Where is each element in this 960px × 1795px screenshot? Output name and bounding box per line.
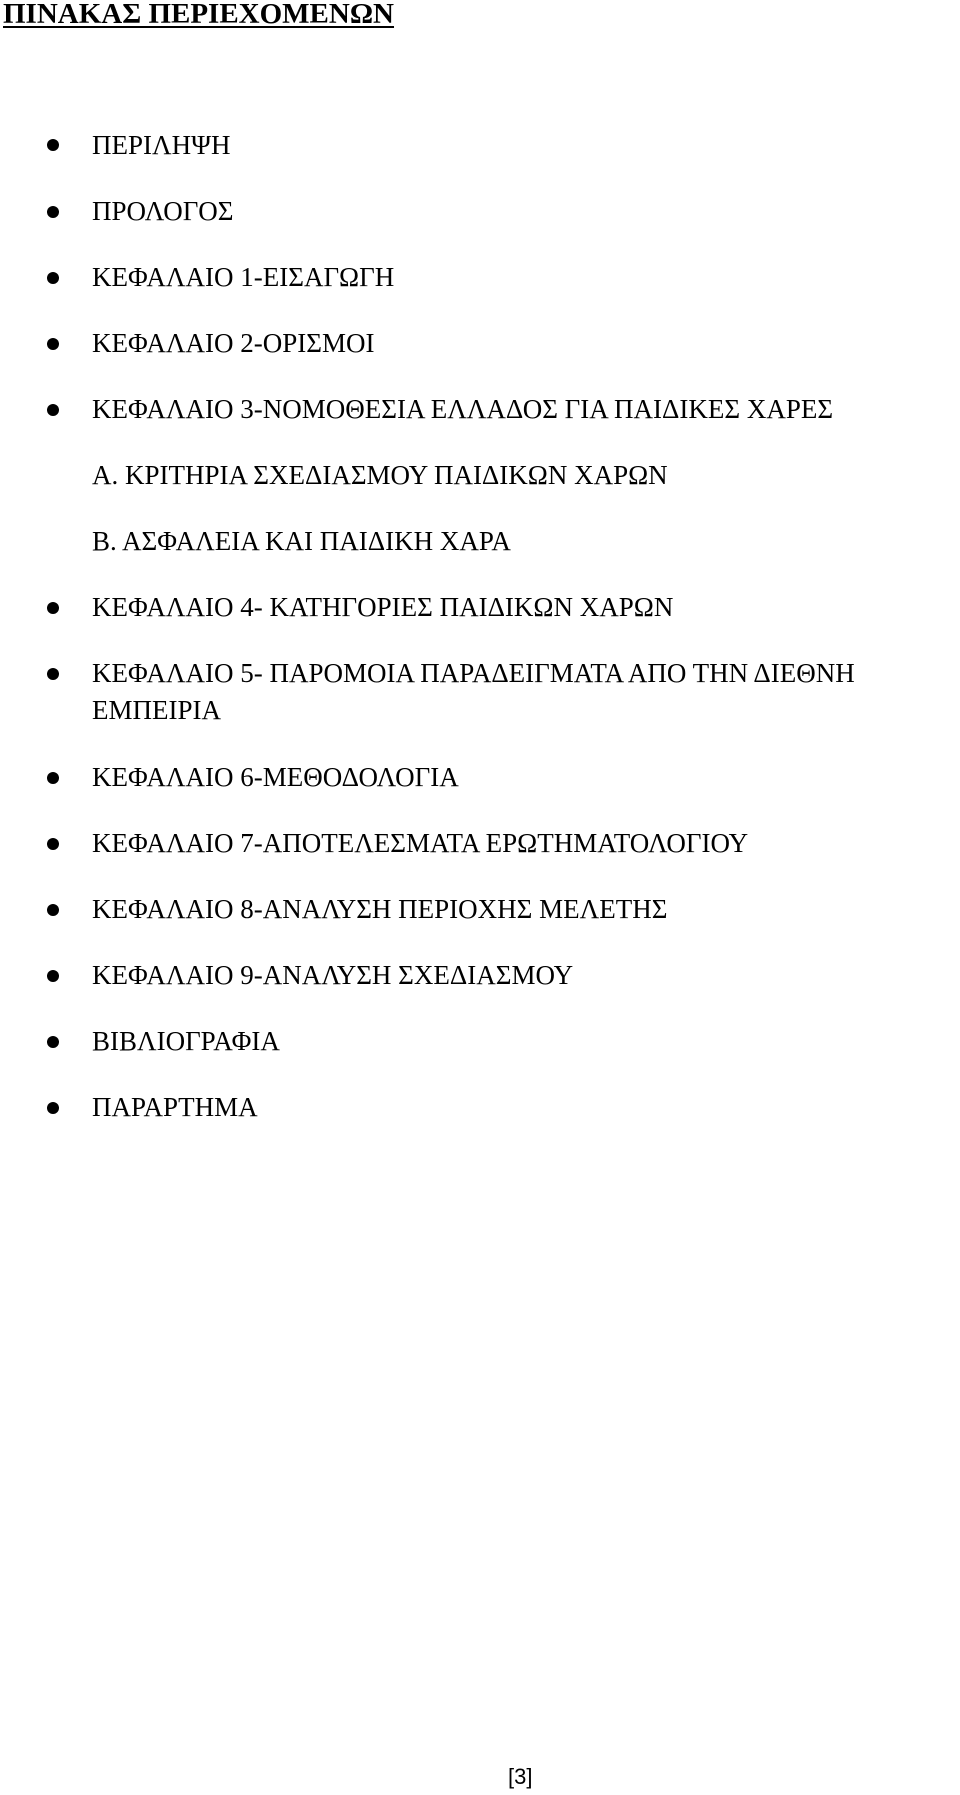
toc-entry-chapter-7: ΚΕΦΑΛΑΙΟ 7-ΑΠΟΤΕΛΕΣΜΑΤΑ ΕΡΩΤΗΜΑΤΟΛΟΓΙΟΥ bbox=[92, 828, 749, 858]
toc-subentry-b: Β. ΑΣΦΑΛΕΙΑ ΚΑΙ ΠΑΙΔΙΚΗ ΧΑΡΑ bbox=[92, 526, 511, 556]
bullet-icon bbox=[47, 772, 59, 784]
toc-entry-chapter-2: ΚΕΦΑΛΑΙΟ 2-ΟΡΙΣΜΟΙ bbox=[92, 328, 375, 358]
toc-entry-chapter-6: ΚΕΦΑΛΑΙΟ 6-ΜΕΘΟΔΟΛΟΓΙΑ bbox=[92, 762, 459, 792]
toc-entry-appendix: ΠΑΡΑΡΤΗΜΑ bbox=[92, 1092, 258, 1122]
page-number: [3] bbox=[508, 1764, 533, 1789]
bullet-icon bbox=[47, 602, 59, 614]
toc-entry-chapter-1: ΚΕΦΑΛΑΙΟ 1-ΕΙΣΑΓΩΓΗ bbox=[92, 262, 395, 292]
page-title: ΠΙΝΑΚΑΣ ΠΕΡΙΕΧΟΜΕΝΩΝ bbox=[3, 0, 395, 30]
toc-entry-chapter-4: ΚΕΦΑΛΑΙΟ 4- ΚΑΤΗΓΟΡΙΕΣ ΠΑΙΔΙΚΩΝ ΧΑΡΩΝ bbox=[92, 592, 674, 622]
toc-entry-chapter-3: ΚΕΦΑΛΑΙΟ 3-ΝΟΜΟΘΕΣΙΑ ΕΛΛΑΔΟΣ ΓΙΑ ΠΑΙΔΙΚΕΣ ΧΑΡΕΣ bbox=[92, 394, 834, 424]
bullet-icon bbox=[47, 1036, 59, 1048]
bullet-icon bbox=[47, 838, 59, 850]
bullet-icon bbox=[47, 272, 59, 284]
bullet-icon bbox=[47, 404, 59, 416]
bullet-icon bbox=[47, 970, 59, 982]
toc-entry-chapter-5-continued: ΕΜΠΕΙΡΙΑ bbox=[92, 695, 221, 725]
toc-entry-chapter-8: ΚΕΦΑΛΑΙΟ 8-ΑΝΑΛΥΣΗ ΠΕΡΙΟΧΗΣ ΜΕΛΕΤΗΣ bbox=[92, 894, 668, 924]
toc-entry-chapter-5: ΚΕΦΑΛΑΙΟ 5- ΠΑΡΟΜΟΙΑ ΠΑΡΑΔΕΙΓΜΑΤΑ ΑΠΟ ΤΗΝ ΔΙΕΘΝΗ bbox=[92, 658, 855, 688]
bullet-icon bbox=[47, 338, 59, 350]
toc-subentry-a: Α. ΚΡΙΤΗΡΙΑ ΣΧΕΔΙΑΣΜΟΥ ΠΑΙΔΙΚΩΝ ΧΑΡΩΝ bbox=[92, 460, 668, 490]
bullet-icon bbox=[47, 1102, 59, 1114]
toc-entry-summary: ΠΕΡΙΛΗΨΗ bbox=[92, 130, 231, 160]
toc-entry-preface: ΠΡΟΛΟΓΟΣ bbox=[92, 196, 234, 226]
bullet-icon bbox=[47, 139, 59, 151]
bullet-icon bbox=[47, 206, 59, 218]
toc-entry-chapter-9: ΚΕΦΑΛΑΙΟ 9-ΑΝΑΛΥΣΗ ΣΧΕΔΙΑΣΜΟΥ bbox=[92, 960, 574, 990]
bullet-icon bbox=[47, 904, 59, 916]
bullet-icon bbox=[47, 668, 59, 680]
toc-entry-bibliography: ΒΙΒΛΙΟΓΡΑΦΙΑ bbox=[92, 1026, 280, 1056]
